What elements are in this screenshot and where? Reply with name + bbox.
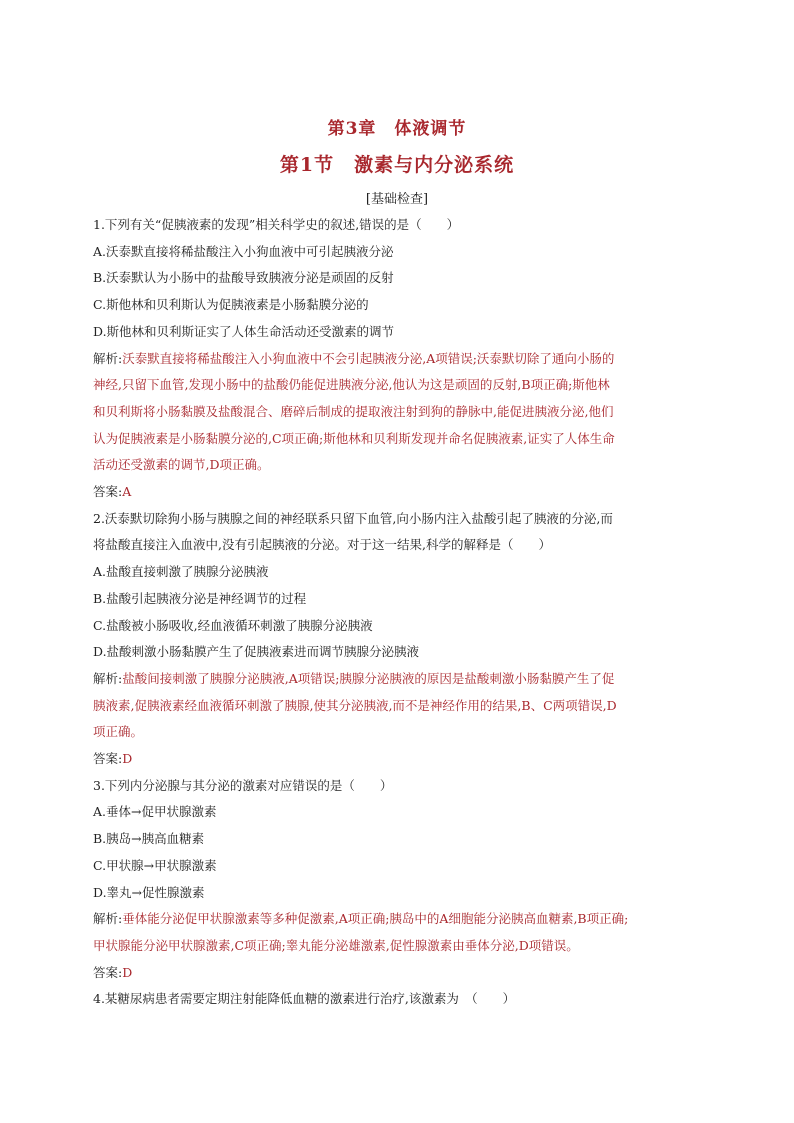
question-2-option-b: B.盐酸引起胰液分泌是神经调节的过程 (93, 590, 307, 606)
analysis-text: 胰液素,促胰液素经血液循环刺激了胰腺,使其分泌胰液,而不是神经作用的结果,B、C两项错误,D (93, 697, 617, 713)
question-2-analysis (93, 666, 705, 693)
analysis-text: 项正确。 (93, 724, 144, 740)
analysis-text: 沃泰默直接将稀盐酸注入小狗血液中不会引起胰液分泌,A项错误;沃泰默切除了通向小肠的 (122, 350, 615, 366)
analysis-label: 解析: (93, 670, 123, 686)
question-list (93, 212, 705, 1013)
question-3-option-a: A.垂体→促甲状腺激素 (93, 804, 217, 820)
question-3-option-b: B.胰岛→胰高血糖素 (93, 831, 205, 847)
analysis-text: 垂体能分泌促甲状腺激素等多种促激素,A项正确;胰岛中的A细胞能分泌胰高血糖素,B项正确; (122, 911, 629, 927)
question-2-stem: 将盐酸直接注入血液中,没有引起胰液的分泌。对于这一结果,科学的解释是（ ） (93, 537, 551, 553)
question-2-option-c: C.盐酸被小肠吸收,经血液循环刺激了胰腺分泌胰液 (93, 617, 373, 633)
question-3-option-c: C.甲状腺→甲状腺激素 (93, 857, 217, 873)
question-3-stem: 3.下列内分泌腺与其分泌的激素对应错误的是（ ） (93, 777, 393, 793)
question-1-option-c: C.斯他林和贝利斯认为促胰液素是小肠黏膜分泌的 (93, 297, 369, 313)
analysis-text: 认为促胰液素是小肠黏膜分泌的,C项正确;斯他林和贝利斯发现并命名促胰液素,证实了人体生命 (93, 430, 615, 446)
subsection-label: [基础检查] (365, 192, 429, 207)
analysis-text: 甲状腺能分泌甲状腺激素,C项正确;睾丸能分泌雄激素,促性腺激素由垂体分泌,D项错误。 (93, 937, 579, 953)
question-1-option-b: B.沃泰默认为小肠中的盐酸导致胰液分泌是顽固的反射 (93, 270, 394, 286)
analysis-label: 解析: (93, 911, 123, 927)
question-2-option-a: A.盐酸直接刺激了胰腺分泌胰液 (93, 564, 269, 580)
question-1-answer (93, 479, 705, 506)
analysis-text: 盐酸间接刺激了胰腺分泌胰液,A项错误;胰腺分泌胰液的原因是盐酸刺激小肠黏膜产生了促 (122, 670, 615, 686)
answer-label: 答案: (93, 964, 123, 980)
question-3-answer (93, 960, 705, 987)
answer-value: A (122, 484, 132, 500)
analysis-label: 解析: (93, 350, 123, 366)
answer-label: 答案: (93, 751, 123, 767)
answer-label: 答案: (93, 484, 123, 500)
question-2-option-d: D.盐酸刺激小肠黏膜产生了促胰液素进而调节胰腺分泌胰液 (93, 644, 420, 660)
question-1-stem: 1.下列有关“促胰液素的发现”相关科学史的叙述,错误的是（ ） (93, 217, 460, 232)
analysis-text: 和贝利斯将小肠黏膜及盐酸混合、磨碎后制成的提取液注射到狗的静脉中,能促进胰液分泌,他们 (93, 403, 614, 419)
question-3-analysis (93, 906, 705, 933)
question-1-option-a: A.沃泰默直接将稀盐酸注入小狗血液中可引起胰液分泌 (93, 243, 394, 259)
answer-value: D (122, 964, 133, 980)
question-1-analysis (93, 346, 705, 373)
question-2-stem: 2.沃泰默切除狗小肠与胰腺之间的神经联系只留下血管,向小肠内注入盐酸引起了胰液的分泌,而 (93, 510, 613, 526)
chapter-title: 第3章 体液调节 (327, 119, 467, 139)
analysis-text: 活动还受激素的调节,D项正确。 (93, 457, 270, 473)
analysis-text: 神经,只留下血管,发现小肠中的盐酸仍能促进胰液分泌,他认为这是顽固的反射,B项正确;斯他林 (93, 377, 610, 393)
answer-value: D (122, 751, 133, 767)
question-4-stem: 4.某糖尿病患者需要定期注射能降低血糖的激素进行治疗,该激素为 （ ） (93, 991, 516, 1007)
question-3-option-d: D.睾丸→促性腺激素 (93, 884, 205, 900)
question-2-answer (93, 746, 705, 773)
section-title: 第1节 激素与内分泌系统 (279, 154, 515, 176)
question-1-option-d: D.斯他林和贝利斯证实了人体生命活动还受激素的调节 (93, 323, 395, 339)
